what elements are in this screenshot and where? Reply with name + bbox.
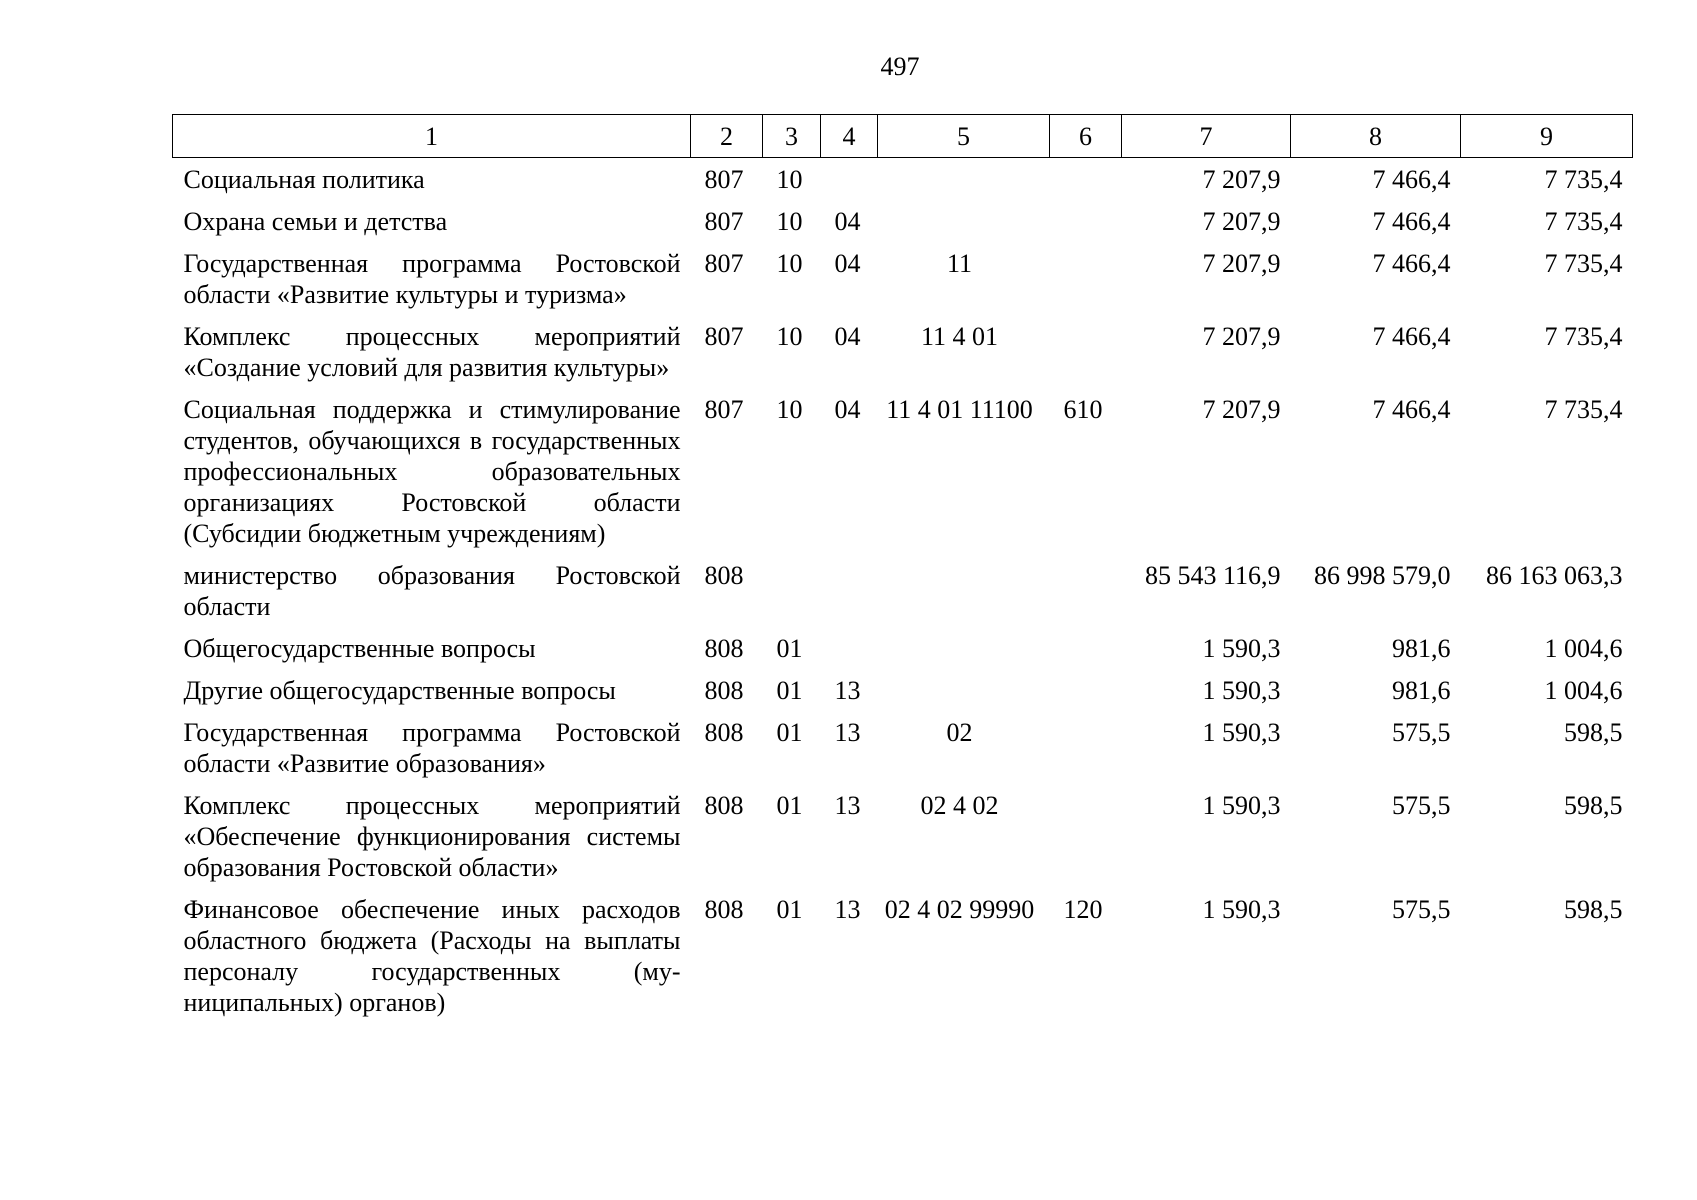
- row-expense-type-code: [1050, 237, 1122, 310]
- row-value-col9: 598,5: [1564, 718, 1623, 747]
- table-row: [173, 195, 1633, 237]
- row-expense-type-code: [1050, 549, 1122, 622]
- row-ministry-code: 808: [704, 718, 744, 747]
- budget-table: [172, 114, 1633, 1018]
- row-subsection-code: 13: [834, 895, 861, 924]
- row-value-col7: 7 207,9: [1202, 207, 1281, 236]
- column-header-6: 6: [1050, 115, 1122, 158]
- row-value-col8: 575,5: [1392, 791, 1451, 820]
- column-header-4: 4: [821, 115, 878, 158]
- row-target-code: [878, 195, 1050, 237]
- row-subsection-code: 04: [834, 395, 861, 424]
- row-value-col8: 7 466,4: [1372, 207, 1451, 236]
- row-value-col8: 7 466,4: [1372, 322, 1451, 351]
- row-value-col7: 85 543 116,9: [1144, 561, 1281, 590]
- column-header-8: 8: [1291, 115, 1461, 158]
- row-expense-type-code: [1050, 622, 1122, 664]
- row-value-col8: 981,6: [1392, 634, 1451, 663]
- row-ministry-code: 807: [704, 322, 744, 351]
- row-name: Социальная политика: [183, 165, 425, 194]
- row-value-col7: 1 590,3: [1202, 676, 1281, 705]
- row-section-code: 10: [776, 207, 803, 236]
- table-row: [173, 706, 1633, 779]
- row-target-code: 11 4 01 11100: [886, 395, 1033, 424]
- row-subsection-code: 04: [834, 322, 861, 351]
- table-row: [173, 158, 1633, 196]
- row-subsection-code: 13: [834, 718, 861, 747]
- row-value-col9: 7 735,4: [1544, 165, 1623, 194]
- row-value-col9: 86 163 063,3: [1486, 561, 1623, 590]
- row-value-col7: 1 590,3: [1202, 895, 1281, 924]
- row-value-col9: 7 735,4: [1544, 395, 1623, 424]
- row-value-col8: 7 466,4: [1372, 395, 1451, 424]
- row-value-col9: 7 735,4: [1544, 249, 1623, 278]
- row-expense-type-code: [1050, 195, 1122, 237]
- row-value-col9: 7 735,4: [1544, 207, 1623, 236]
- column-header-7: 7: [1122, 115, 1291, 158]
- row-name: Комплекс процессных мероприятий «Обеспечение функционирования системы образования Ростовской области»: [183, 791, 681, 882]
- row-section-code: 01: [776, 895, 803, 924]
- row-name: Другие общегосударственные вопросы: [183, 676, 616, 705]
- row-section-code: 10: [776, 249, 803, 278]
- table-row: [173, 779, 1633, 883]
- row-ministry-code: 808: [704, 676, 744, 705]
- row-value-col8: 981,6: [1392, 676, 1451, 705]
- row-section-code: 10: [776, 322, 803, 351]
- table-row: [173, 237, 1633, 310]
- row-value-col7: 1 590,3: [1202, 634, 1281, 663]
- row-name: министерство образования Ростовской области: [183, 561, 681, 621]
- row-expense-type-code: 120: [1063, 895, 1103, 924]
- row-section-code: 10: [776, 165, 803, 194]
- row-target-code: [878, 622, 1050, 664]
- row-name: Финансовое обеспечение иных расходов областного бюджета (Расходы на выплаты персоналу государственных (муниципальных) органов): [183, 895, 681, 1017]
- row-subsection-code: 04: [834, 249, 861, 278]
- row-section-code: 01: [776, 676, 803, 705]
- row-section-code: 01: [776, 634, 803, 663]
- column-header-1: 1: [173, 115, 691, 158]
- row-ministry-code: 807: [704, 165, 744, 194]
- row-section-code: [763, 549, 821, 622]
- table-body: [173, 158, 1633, 1019]
- row-value-col9: 598,5: [1564, 895, 1623, 924]
- row-section-code: 01: [776, 718, 803, 747]
- row-value-col7: 7 207,9: [1202, 249, 1281, 278]
- row-ministry-code: 807: [704, 207, 744, 236]
- row-subsection-code: [821, 158, 878, 196]
- row-value-col9: 7 735,4: [1544, 322, 1623, 351]
- row-value-col8: 575,5: [1392, 895, 1451, 924]
- column-header-3: 3: [763, 115, 821, 158]
- row-value-col8: 86 998 579,0: [1314, 561, 1451, 590]
- row-subsection-code: 13: [834, 676, 861, 705]
- row-value-col9: 598,5: [1564, 791, 1623, 820]
- row-name: Социальная поддержка и стимулирование студентов, обучающихся в государственных профессиональных образовательных организациях Ростовской области (Субсидии бюджетным учреждениям): [183, 395, 681, 548]
- row-ministry-code: 807: [704, 395, 744, 424]
- table-row: [173, 883, 1633, 1018]
- row-target-code: [878, 664, 1050, 706]
- row-value-col7: 7 207,9: [1202, 395, 1281, 424]
- row-ministry-code: 808: [704, 634, 744, 663]
- row-expense-type-code: [1050, 310, 1122, 383]
- row-target-code: 11: [946, 249, 973, 278]
- row-section-code: 01: [776, 791, 803, 820]
- row-name: Общегосударственные вопросы: [183, 634, 536, 663]
- column-header-5: 5: [878, 115, 1050, 158]
- table-row: [173, 622, 1633, 664]
- row-subsection-code: 13: [834, 791, 861, 820]
- column-number-header-row: [173, 115, 1633, 158]
- row-section-code: 10: [776, 395, 803, 424]
- row-name: Охрана семьи и детства: [183, 207, 448, 236]
- table-row: [173, 310, 1633, 383]
- row-target-code: 11 4 01: [920, 322, 999, 351]
- row-subsection-code: [821, 549, 878, 622]
- row-value-col8: 7 466,4: [1372, 165, 1451, 194]
- row-name: Комплекс процессных мероприятий «Создание условий для развития культуры»: [183, 322, 681, 382]
- page-number: 497: [880, 52, 920, 81]
- row-expense-type-code: 610: [1063, 395, 1103, 424]
- row-target-code: 02 4 02: [920, 791, 999, 820]
- row-expense-type-code: [1050, 664, 1122, 706]
- row-ministry-code: 808: [704, 895, 744, 924]
- row-value-col7: 7 207,9: [1202, 322, 1281, 351]
- row-name: Государственная программа Ростовской области «Развитие культуры и туризма»: [183, 249, 681, 309]
- row-target-code: [878, 549, 1050, 622]
- row-name: Государственная программа Ростовской области «Развитие образования»: [183, 718, 681, 778]
- row-target-code: 02: [946, 718, 973, 747]
- row-target-code: 02 4 02 99990: [884, 895, 1035, 924]
- budget-table-wrapper: [172, 114, 1632, 1018]
- row-value-col7: 1 590,3: [1202, 791, 1281, 820]
- row-value-col9: 1 004,6: [1544, 634, 1623, 663]
- row-expense-type-code: [1050, 779, 1122, 883]
- column-header-2: 2: [691, 115, 763, 158]
- table-row: [173, 664, 1633, 706]
- row-ministry-code: 807: [704, 249, 744, 278]
- row-ministry-code: 808: [704, 561, 744, 590]
- row-subsection-code: [821, 622, 878, 664]
- row-expense-type-code: [1050, 158, 1122, 196]
- row-ministry-code: 808: [704, 791, 744, 820]
- table-row: [173, 383, 1633, 549]
- row-value-col9: 1 004,6: [1544, 676, 1623, 705]
- row-value-col7: 1 590,3: [1202, 718, 1281, 747]
- table-row: [173, 549, 1633, 622]
- row-value-col8: 7 466,4: [1372, 249, 1451, 278]
- row-subsection-code: 04: [834, 207, 861, 236]
- row-value-col7: 7 207,9: [1202, 165, 1281, 194]
- row-target-code: [878, 158, 1050, 196]
- row-expense-type-code: [1050, 706, 1122, 779]
- row-value-col8: 575,5: [1392, 718, 1451, 747]
- column-header-9: 9: [1461, 115, 1633, 158]
